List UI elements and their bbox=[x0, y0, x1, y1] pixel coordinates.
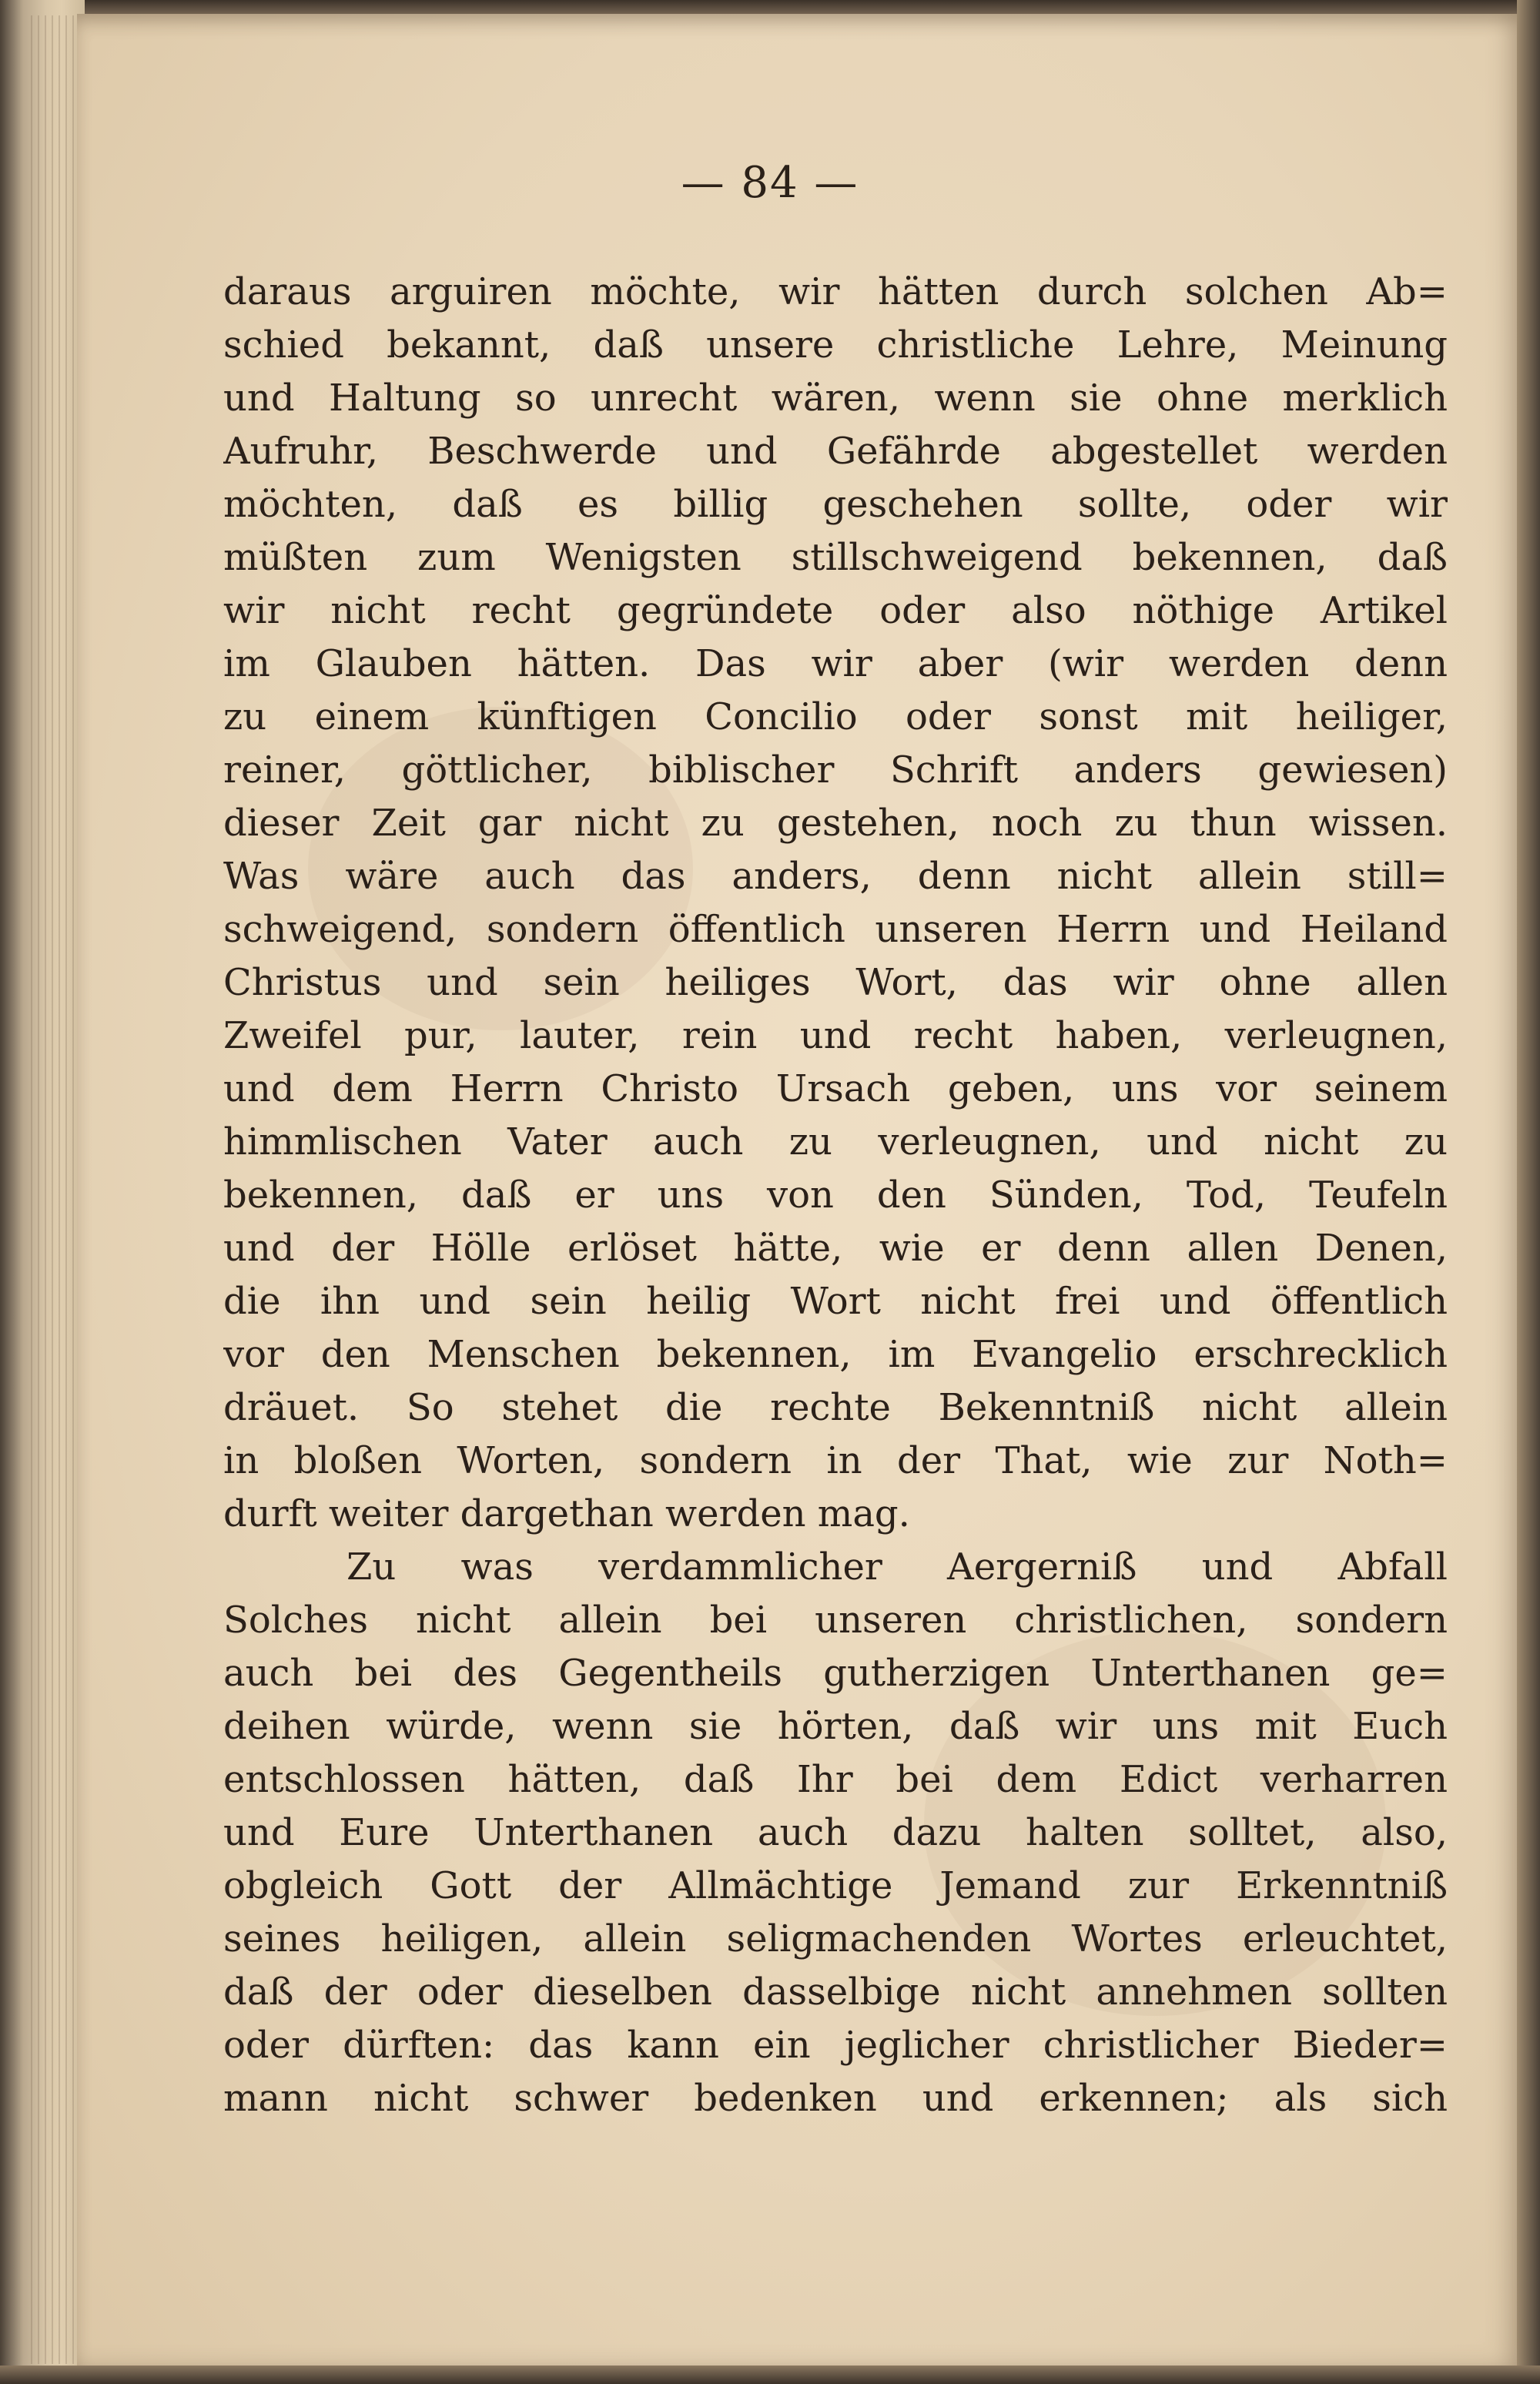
text-line: deihen würde, wenn sie hörten, daß wir uns mit Euch bbox=[223, 1705, 1448, 1748]
text-line: Solches nicht allein bei unseren christlichen, sondern bbox=[223, 1599, 1448, 1642]
text-line: müßten zum Wenigsten stillschweigend bekennen, daß bbox=[223, 536, 1448, 579]
text-line: Christus und sein heiliges Wort, das wir ohne allen bbox=[223, 961, 1448, 1004]
text-line: oder dürften: das kann ein jeglicher christlicher Bieder= bbox=[223, 2024, 1448, 2067]
text-line: dräuet. So stehet die rechte Bekenntniß nicht allein bbox=[223, 1386, 1448, 1429]
text-line: schied bekannt, daß unsere christliche Lehre, Meinung bbox=[223, 323, 1448, 367]
text-line: Aufruhr, Beschwerde und Gefährde abgestellet werden bbox=[223, 430, 1448, 473]
body-text bbox=[223, 266, 1448, 2125]
text-line: daraus arguiren möchte, wir hätten durch solchen Ab= bbox=[223, 270, 1448, 313]
text-line: zu einem künftigen Concilio oder sonst mit heiliger, bbox=[223, 695, 1448, 738]
text-line: obgleich Gott der Allmächtige Jemand zur Erkenntniß bbox=[223, 1864, 1448, 1907]
text-line: Was wäre auch das anders, denn nicht allein still= bbox=[223, 855, 1448, 898]
paragraph-start-line: Zu was verdammlicher Aergerniß und Abfall bbox=[346, 1545, 1448, 1589]
text-line: bekennen, daß er uns von den Sünden, Tod, Teufeln bbox=[223, 1174, 1448, 1217]
page-number: — 84 — bbox=[681, 158, 859, 208]
text-line: und Haltung so unrecht wären, wenn sie ohne merklich bbox=[223, 377, 1448, 420]
text-line: schweigend, sondern öffentlich unseren Herrn und Heiland bbox=[223, 908, 1448, 951]
text-line: reiner, göttlicher, biblischer Schrift anders gewiesen) bbox=[223, 748, 1448, 792]
text-line: wir nicht recht gegründete oder also nöthige Artikel bbox=[223, 589, 1448, 632]
scan-bottom-border bbox=[0, 2366, 1540, 2384]
text-line: mann nicht schwer bedenken und erkennen; als sich bbox=[223, 2077, 1448, 2120]
text-line: dieser Zeit gar nicht zu gestehen, noch zu thun wissen. bbox=[223, 802, 1448, 845]
text-line: Zweifel pur, lauter, rein und recht haben, verleugnen, bbox=[223, 1014, 1448, 1057]
text-line: daß der oder dieselben dasselbige nicht annehmen sollten bbox=[223, 1970, 1448, 2014]
text-line: vor den Menschen bekennen, im Evangelio erschrecklich bbox=[223, 1333, 1448, 1376]
text-line: auch bei des Gegentheils gutherzigen Unterthanen ge= bbox=[223, 1652, 1448, 1695]
text-line: möchten, daß es billig geschehen sollte, oder wir bbox=[223, 483, 1448, 526]
paragraph-end-line: durft weiter dargethan werden mag. bbox=[223, 1492, 910, 1535]
text-line: und dem Herrn Christo Ursach geben, uns vor seinem bbox=[223, 1067, 1448, 1110]
text-line: und Eure Unterthanen auch dazu halten solltet, also, bbox=[223, 1811, 1448, 1854]
text-line: in bloßen Worten, sondern in der That, wie zur Noth= bbox=[223, 1439, 1448, 1482]
text-line: entschlossen hätten, daß Ihr bei dem Edict verharren bbox=[223, 1758, 1448, 1801]
text-line: himmlischen Vater auch zu verleugnen, und nicht zu bbox=[223, 1120, 1448, 1164]
text-line: seines heiligen, allein seligmachenden Wortes erleuchtet, bbox=[223, 1917, 1448, 1960]
scan-right-border bbox=[1517, 0, 1540, 2384]
text-line: und der Hölle erlöset hätte, wie er denn allen Denen, bbox=[223, 1227, 1448, 1270]
text-line: im Glauben hätten. Das wir aber (wir werden denn bbox=[223, 642, 1448, 685]
text-line: die ihn und sein heilig Wort nicht frei und öffentlich bbox=[223, 1280, 1448, 1323]
